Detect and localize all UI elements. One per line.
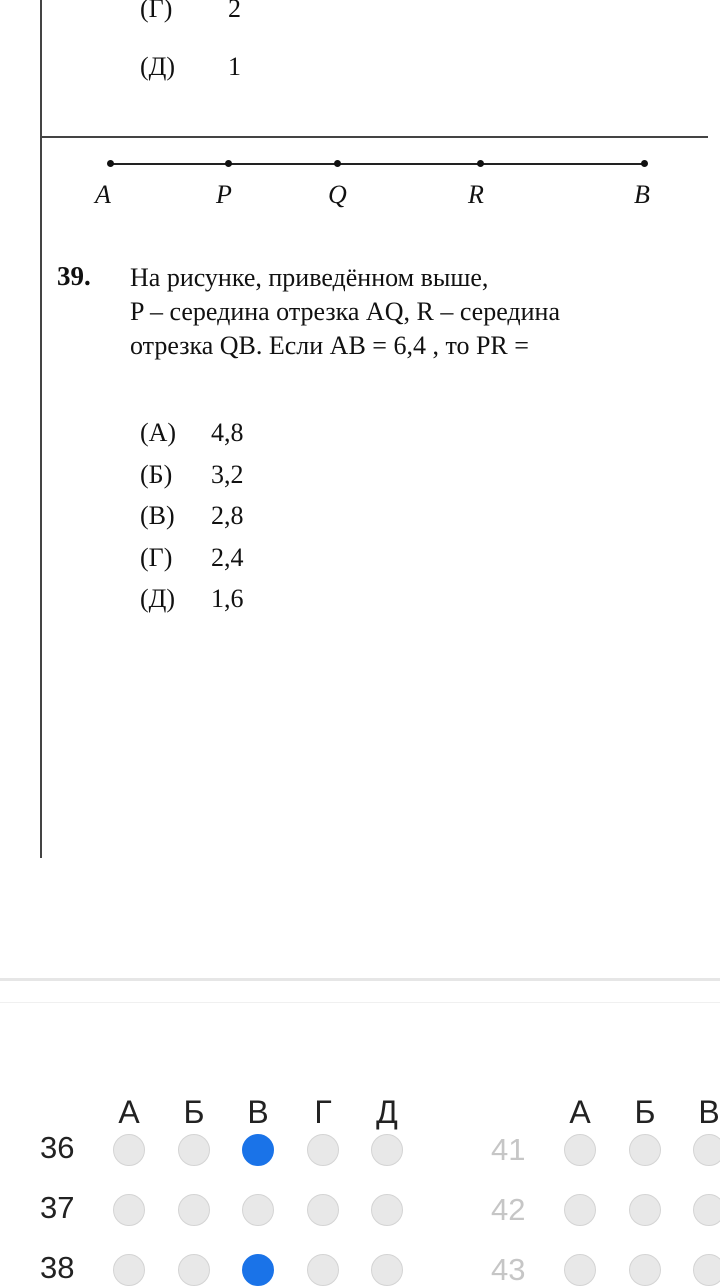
column-header: Б bbox=[634, 1094, 656, 1130]
panel-divider-light bbox=[0, 1002, 720, 1003]
column-header: В bbox=[698, 1094, 720, 1130]
answer-bubble[interactable] bbox=[564, 1254, 596, 1286]
column-header: А bbox=[569, 1094, 591, 1130]
answer-bubble[interactable] bbox=[242, 1194, 274, 1226]
question-row-number: 42 bbox=[491, 1192, 526, 1227]
label-r: R bbox=[468, 180, 484, 209]
point-r bbox=[477, 160, 484, 167]
answer-bubble[interactable] bbox=[693, 1194, 720, 1226]
option-label: (В) bbox=[140, 501, 175, 530]
question-text bbox=[130, 261, 690, 363]
question-line: отрезка QB. Если AB = 6,4 , то PR = bbox=[130, 331, 529, 360]
option-b bbox=[140, 460, 340, 502]
question-line: На рисунке, приведённом выше, bbox=[130, 263, 489, 292]
answer-bubble[interactable] bbox=[629, 1194, 661, 1226]
answer-bubble[interactable] bbox=[307, 1254, 339, 1286]
answer-bubble[interactable] bbox=[178, 1254, 210, 1286]
answer-bubble[interactable] bbox=[178, 1134, 210, 1166]
column-header: Д bbox=[376, 1094, 398, 1130]
option-value: 2 bbox=[228, 0, 241, 23]
answer-bubble[interactable] bbox=[113, 1134, 145, 1166]
option-label: (Д) bbox=[140, 584, 176, 613]
answer-bubble[interactable] bbox=[242, 1134, 274, 1166]
answer-bubble[interactable] bbox=[307, 1194, 339, 1226]
label-p: P bbox=[216, 180, 232, 209]
option-value: 2,4 bbox=[211, 542, 244, 572]
answer-bubble[interactable] bbox=[564, 1194, 596, 1226]
panel-divider bbox=[0, 978, 720, 981]
answer-bubble[interactable] bbox=[371, 1194, 403, 1226]
option-d bbox=[140, 584, 340, 626]
point-q bbox=[334, 160, 341, 167]
option-value: 2,8 bbox=[211, 501, 244, 530]
label-b: B bbox=[634, 180, 650, 209]
answer-bubble[interactable] bbox=[242, 1254, 274, 1286]
point-b bbox=[641, 160, 648, 167]
option-label: (Г) bbox=[140, 0, 173, 23]
option-value: 1,6 bbox=[211, 584, 244, 613]
point-p bbox=[225, 160, 232, 167]
question-row-number: 36 bbox=[40, 1130, 75, 1165]
question-row-number: 37 bbox=[40, 1190, 75, 1225]
option-label: (Д) bbox=[140, 52, 176, 81]
option-label: (Г) bbox=[140, 542, 173, 572]
answer-bubble[interactable] bbox=[564, 1134, 596, 1166]
question-separator bbox=[40, 136, 708, 138]
answer-bubble[interactable] bbox=[693, 1254, 720, 1286]
question-number: 39. bbox=[57, 261, 91, 291]
answer-bubble[interactable] bbox=[371, 1134, 403, 1166]
answer-bubble[interactable] bbox=[113, 1254, 145, 1286]
answer-options bbox=[140, 418, 340, 626]
option-label: (Б) bbox=[140, 459, 173, 489]
answer-bubble[interactable] bbox=[307, 1134, 339, 1166]
option-g bbox=[140, 543, 340, 585]
point-a bbox=[107, 160, 114, 167]
question-line: P – середина отрезка AQ, R – середина bbox=[130, 297, 561, 326]
column-header: Б bbox=[183, 1094, 205, 1130]
answer-bubble[interactable] bbox=[693, 1134, 720, 1166]
label-q: Q bbox=[328, 180, 347, 209]
option-value: 3,2 bbox=[211, 459, 244, 489]
label-a: A bbox=[95, 180, 111, 209]
column-header: Г bbox=[314, 1094, 332, 1130]
segment-ab bbox=[110, 163, 645, 165]
option-a bbox=[140, 418, 340, 460]
question-row-number: 43 bbox=[491, 1252, 526, 1287]
column-header: А bbox=[118, 1094, 140, 1130]
option-label: (A) bbox=[140, 418, 177, 447]
option-value: 4,8 bbox=[211, 418, 244, 447]
answer-bubble[interactable] bbox=[178, 1194, 210, 1226]
left-margin-line bbox=[40, 0, 42, 858]
answer-sheet bbox=[0, 1020, 720, 1287]
column-header: В bbox=[247, 1094, 269, 1130]
answer-bubble[interactable] bbox=[371, 1254, 403, 1286]
question-row-number: 38 bbox=[40, 1250, 75, 1285]
question-row-number: 41 bbox=[491, 1132, 526, 1167]
answer-bubble[interactable] bbox=[629, 1134, 661, 1166]
option-value: 1 bbox=[228, 52, 241, 81]
answer-bubble[interactable] bbox=[113, 1194, 145, 1226]
option-v bbox=[140, 501, 340, 543]
answer-bubble[interactable] bbox=[629, 1254, 661, 1286]
